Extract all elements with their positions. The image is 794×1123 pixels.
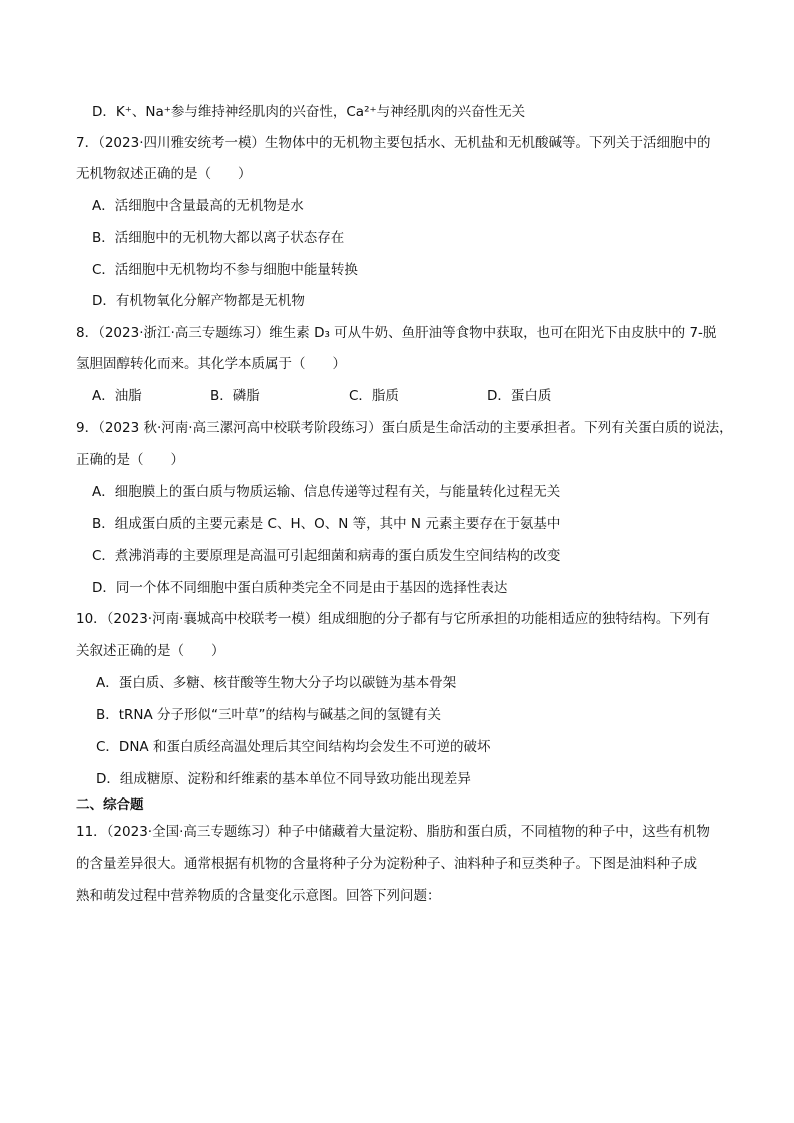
q7-option-b: B．活细胞中的无机物大都以离子状态存在 <box>92 230 345 246</box>
q7-stem-line1: 7．（2023·四川雅安统考一模）生物体中的无机物主要包括水、无机盐和无机酸碱等。下列关于活细胞中的 <box>76 135 711 151</box>
q8-stem-line2: 氢胆固醇转化而来。其化学本质属于（ ） <box>76 356 346 372</box>
q8-option-a: A．油脂 <box>92 388 142 404</box>
q10-stem-line1: 10．（2023·河南·襄城高中校联考一模）组成细胞的分子都有与它所承担的功能相适应的独特结构。下列有 <box>76 611 710 627</box>
section-title-comprehensive: 二、综合题 <box>76 797 144 813</box>
q11-stem-line2: 的含量差异很大。通常根据有机物的含量将种子分为淀粉种子、油料种子和豆类种子。下图是油料种子成 <box>76 856 697 872</box>
q8-option-c: C．脂质 <box>349 388 399 404</box>
q7-stem-line2: 无机物叙述正确的是（ ） <box>76 166 252 182</box>
q11-stem-line1: 11．（2023·全国·高三专题练习）种子中储藏着大量淀粉、脂肪和蛋白质，不同植物的种子中，这些有机物 <box>76 824 710 840</box>
q10-option-d: D．组成糖原、淀粉和纤维素的基本单位不同导致功能出现差异 <box>96 771 471 787</box>
q11-stem-line3: 熟和萌发过程中营养物质的含量变化示意图。回答下列问题： <box>76 888 441 904</box>
q9-stem-line2: 正确的是（ ） <box>76 452 184 468</box>
q7-option-a: A．活细胞中含量最高的无机物是水 <box>92 198 304 214</box>
q8-option-d: D．蛋白质 <box>487 388 552 404</box>
q7-option-c: C．活细胞中无机物均不参与细胞中能量转换 <box>92 262 358 278</box>
q10-stem-line2: 关叙述正确的是（ ） <box>76 643 225 659</box>
q8-stem-line1: 8．（2023·浙江·高三专题练习）维生素 D₃ 可从牛奶、鱼肝油等食物中获取，也可在阳光下由皮肤中的 7-脱 <box>76 325 717 341</box>
q10-option-b: B．tRNA 分子形似“三叶草”的结构与碱基之间的氢键有关 <box>96 707 442 723</box>
q8-option-b: B．磷脂 <box>210 388 260 404</box>
q10-option-a: A．蛋白质、多糖、核苷酸等生物大分子均以碳链为基本骨架 <box>96 675 457 691</box>
q10-option-c: C．DNA 和蛋白质经高温处理后其空间结构均会发生不可逆的破坏 <box>96 739 491 755</box>
q9-option-b: B．组成蛋白质的主要元素是 C、H、O、N 等，其中 N 元素主要存在于氨基中 <box>92 516 561 532</box>
q6-option-d: D．K⁺、Na⁺参与维持神经肌肉的兴奋性，Ca²⁺与神经肌肉的兴奋性无关 <box>92 104 526 120</box>
q9-stem-line1: 9．（2023 秋·河南·高三漯河高中校联考阶段练习）蛋白质是生命活动的主要承担者。下列有关蛋白质的说法， <box>76 420 733 436</box>
q9-option-d: D．同一个体不同细胞中蛋白质种类完全不同是由于基因的选择性表达 <box>92 580 508 596</box>
q9-option-a: A．细胞膜上的蛋白质与物质运输、信息传递等过程有关，与能量转化过程无关 <box>92 484 561 500</box>
q9-option-c: C．煮沸消毒的主要原理是高温可引起细菌和病毒的蛋白质发生空间结构的改变 <box>92 548 561 564</box>
q7-option-d: D．有机物氧化分解产物都是无机物 <box>92 293 305 309</box>
